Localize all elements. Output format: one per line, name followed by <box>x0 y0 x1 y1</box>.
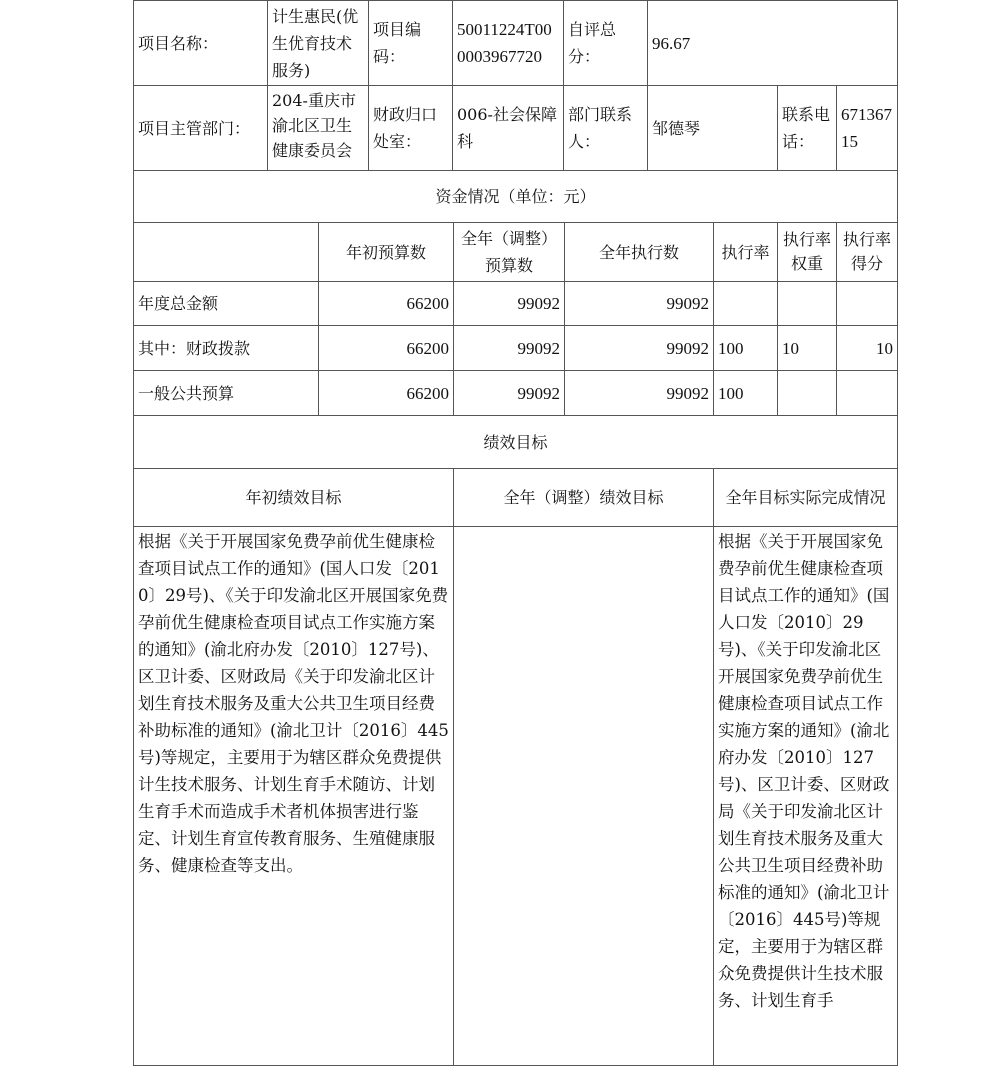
goals-header-initial: 年初绩效目标 <box>133 468 454 527</box>
goals-actual-text: 根据《关于开展国家免费孕前优生健康检查项目试点工作的通知》(国人口发〔2010〕29号)、《关于印发渝北区开展国家免费孕前优生健康检查项目试点工作实施方案的通知》(渝北府办发〔2010〕127号)、区卫计委、区财政局《关于印发渝北区计划生育技术服务及重大公共卫生项目经费补助标准的通知》(渝北卫计〔2016〕445号)等规定，主要用于为辖区群众免费提供计生技术服务、计划生育手 <box>713 526 898 1066</box>
goals-section-title: 绩效目标 <box>133 415 898 469</box>
funds-section-title: 资金情况（单位：元） <box>133 170 898 223</box>
project-code-label: 项目编码： <box>368 0 453 86</box>
funds-row-score <box>836 281 898 326</box>
project-name-value: 计生惠民(优生优育技术服务) <box>267 0 369 86</box>
funds-header-rate: 执行率 <box>713 222 778 282</box>
funds-header-executed: 全年执行数 <box>564 222 714 282</box>
dept-label: 项目主管部门： <box>133 85 268 171</box>
funds-row-adjusted: 99092 <box>453 370 565 416</box>
funds-row-executed: 99092 <box>564 325 714 371</box>
funds-header-initial: 年初预算数 <box>318 222 454 282</box>
score-value: 96.67 <box>647 0 898 86</box>
funds-row-initial: 66200 <box>318 370 454 416</box>
phone-value: 67136715 <box>836 85 898 171</box>
funds-row-label: 其中：财政拨款 <box>133 325 319 371</box>
office-value: 006-社会保障科 <box>452 85 564 171</box>
funds-row-initial: 66200 <box>318 325 454 371</box>
funds-row-rate: 100 <box>713 370 778 416</box>
funds-row-initial: 66200 <box>318 281 454 326</box>
funds-row-adjusted: 99092 <box>453 281 565 326</box>
funds-header-score: 执行率得分 <box>836 222 898 282</box>
funds-row-label: 年度总金额 <box>133 281 319 326</box>
office-label: 财政归口处室： <box>368 85 453 171</box>
funds-header-weight: 执行率权重 <box>777 222 837 282</box>
funds-row-label: 一般公共预算 <box>133 370 319 416</box>
funds-row-executed: 99092 <box>564 370 714 416</box>
phone-label: 联系电话： <box>777 85 837 171</box>
goals-initial-text: 根据《关于开展国家免费孕前优生健康检查项目试点工作的通知》(国人口发〔2010〕29号)、《关于印发渝北区开展国家免费孕前优生健康检查项目试点工作实施方案的通知》(渝北府办发〔2010〕127号)、区卫计委、区财政局《关于印发渝北区计划生育技术服务及重大公共卫生项目经费补助标准的通知》(渝北卫计〔2016〕445号)等规定，主要用于为辖区群众免费提供计生技术服务、计划生育手术随访、计划生育手术而造成手术者机体损害进行鉴定、计划生育宣传教育服务、生殖健康服务、健康检查等支出。 <box>133 526 454 1066</box>
contact-value: 邹德琴 <box>647 85 778 171</box>
funds-row-weight <box>777 281 837 326</box>
funds-header-blank <box>133 222 319 282</box>
score-label: 自评总分： <box>563 0 648 86</box>
dept-value: 204-重庆市渝北区卫生健康委员会 <box>267 85 369 171</box>
contact-label: 部门联系人： <box>563 85 648 171</box>
funds-row-weight <box>777 370 837 416</box>
project-name-label: 项目名称： <box>133 0 268 86</box>
funds-row-weight: 10 <box>777 325 837 371</box>
funds-row-score <box>836 370 898 416</box>
goals-header-adjusted: 全年（调整）绩效目标 <box>453 468 714 527</box>
project-code-value: 50011224T000003967720 <box>452 0 564 86</box>
funds-row-score: 10 <box>836 325 898 371</box>
funds-header-adjusted: 全年（调整）预算数 <box>453 222 565 282</box>
goals-adjusted-text <box>453 526 714 1066</box>
funds-row-rate: 100 <box>713 325 778 371</box>
funds-row-executed: 99092 <box>564 281 714 326</box>
funds-row-adjusted: 99092 <box>453 325 565 371</box>
goals-header-actual: 全年目标实际完成情况 <box>713 468 898 527</box>
funds-row-rate <box>713 281 778 326</box>
